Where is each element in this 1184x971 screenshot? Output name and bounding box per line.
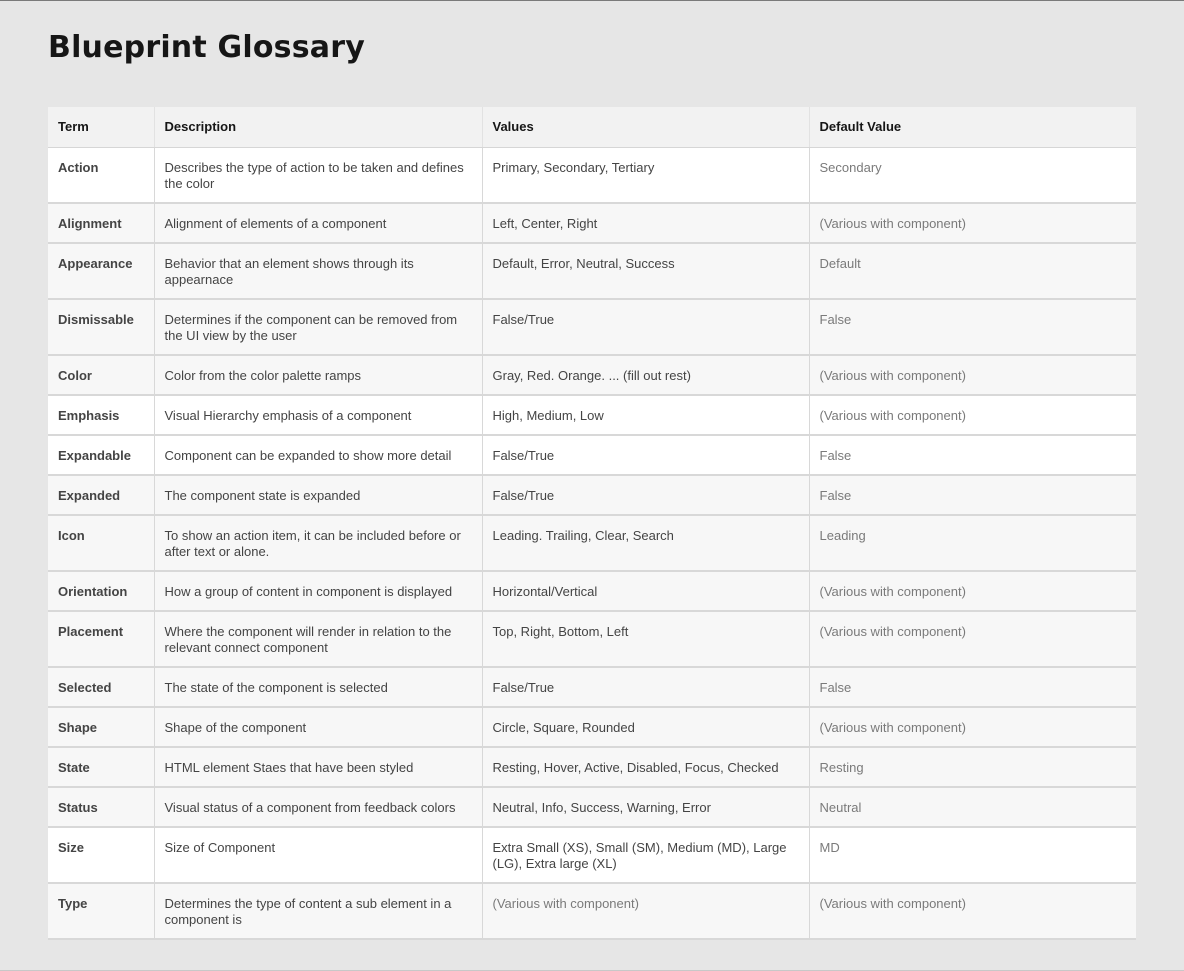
description-cell: Where the component will render in relation to the relevant connect component — [154, 611, 482, 667]
term-cell: Dismissable — [48, 299, 154, 355]
values-cell: Circle, Square, Rounded — [482, 707, 809, 747]
table-row — [48, 395, 1136, 435]
values-cell: False/True — [482, 435, 809, 475]
default-value-cell: Secondary — [809, 148, 1136, 204]
values-cell: (Various with component) — [482, 883, 809, 939]
values-cell: Default, Error, Neutral, Success — [482, 243, 809, 299]
table-row — [48, 827, 1136, 883]
term-cell: Expanded — [48, 475, 154, 515]
description-cell: Describes the type of action to be taken and defines the color — [154, 148, 482, 204]
default-value-cell: False — [809, 299, 1136, 355]
description-cell: Determines the type of content a sub element in a component is — [154, 883, 482, 939]
default-value-cell: False — [809, 667, 1136, 707]
default-value-cell: False — [809, 475, 1136, 515]
table-row — [48, 787, 1136, 827]
default-value-cell: Leading — [809, 515, 1136, 571]
values-cell: Top, Right, Bottom, Left — [482, 611, 809, 667]
default-value-cell: (Various with component) — [809, 883, 1136, 939]
term-cell: Type — [48, 883, 154, 939]
default-value-cell: (Various with component) — [809, 707, 1136, 747]
description-cell: Behavior that an element shows through its appearnace — [154, 243, 482, 299]
description-cell: Color from the color palette ramps — [154, 355, 482, 395]
table-row — [48, 707, 1136, 747]
table-row — [48, 148, 1136, 204]
header-description: Description — [154, 107, 482, 148]
table-row — [48, 243, 1136, 299]
description-cell: Shape of the component — [154, 707, 482, 747]
values-cell: Horizontal/Vertical — [482, 571, 809, 611]
header-term: Term — [48, 107, 154, 148]
table-row — [48, 883, 1136, 939]
description-cell: Alignment of elements of a component — [154, 203, 482, 243]
term-cell: Icon — [48, 515, 154, 571]
table-row — [48, 475, 1136, 515]
description-cell: To show an action item, it can be included before or after text or alone. — [154, 515, 482, 571]
table-row — [48, 667, 1136, 707]
values-cell: Resting, Hover, Active, Disabled, Focus, Checked — [482, 747, 809, 787]
values-cell: Left, Center, Right — [482, 203, 809, 243]
term-cell: State — [48, 747, 154, 787]
values-cell: Extra Small (XS), Small (SM), Medium (MD), Large (LG), Extra large (XL) — [482, 827, 809, 883]
term-cell: Selected — [48, 667, 154, 707]
default-value-cell: (Various with component) — [809, 395, 1136, 435]
description-cell: Size of Component — [154, 827, 482, 883]
default-value-cell: False — [809, 435, 1136, 475]
term-cell: Orientation — [48, 571, 154, 611]
values-cell: False/True — [482, 299, 809, 355]
default-value-cell: (Various with component) — [809, 611, 1136, 667]
values-cell: Neutral, Info, Success, Warning, Error — [482, 787, 809, 827]
values-cell: High, Medium, Low — [482, 395, 809, 435]
description-cell: Component can be expanded to show more detail — [154, 435, 482, 475]
description-cell: Visual Hierarchy emphasis of a component — [154, 395, 482, 435]
table-row — [48, 571, 1136, 611]
term-cell: Shape — [48, 707, 154, 747]
table-row — [48, 203, 1136, 243]
values-cell: Leading. Trailing, Clear, Search — [482, 515, 809, 571]
term-cell: Alignment — [48, 203, 154, 243]
table-row — [48, 515, 1136, 571]
header-default-value: Default Value — [809, 107, 1136, 148]
default-value-cell: Default — [809, 243, 1136, 299]
term-cell: Color — [48, 355, 154, 395]
term-cell: Emphasis — [48, 395, 154, 435]
page-title: Blueprint Glossary — [48, 30, 365, 65]
default-value-cell: (Various with component) — [809, 571, 1136, 611]
term-cell: Appearance — [48, 243, 154, 299]
default-value-cell: Neutral — [809, 787, 1136, 827]
table-row — [48, 435, 1136, 475]
term-cell: Placement — [48, 611, 154, 667]
default-value-cell: (Various with component) — [809, 203, 1136, 243]
table-row — [48, 611, 1136, 667]
table-row — [48, 355, 1136, 395]
term-cell: Expandable — [48, 435, 154, 475]
table-header-row — [48, 107, 1136, 148]
values-cell: False/True — [482, 475, 809, 515]
values-cell: Gray, Red. Orange. ... (fill out rest) — [482, 355, 809, 395]
table-row — [48, 299, 1136, 355]
values-cell: False/True — [482, 667, 809, 707]
description-cell: How a group of content in component is displayed — [154, 571, 482, 611]
table-row — [48, 747, 1136, 787]
description-cell: Visual status of a component from feedback colors — [154, 787, 482, 827]
glossary-table — [48, 107, 1136, 940]
description-cell: The state of the component is selected — [154, 667, 482, 707]
values-cell: Primary, Secondary, Tertiary — [482, 148, 809, 204]
header-values: Values — [482, 107, 809, 148]
default-value-cell: MD — [809, 827, 1136, 883]
description-cell: Determines if the component can be removed from the UI view by the user — [154, 299, 482, 355]
default-value-cell: (Various with component) — [809, 355, 1136, 395]
term-cell: Action — [48, 148, 154, 204]
default-value-cell: Resting — [809, 747, 1136, 787]
description-cell: The component state is expanded — [154, 475, 482, 515]
description-cell: HTML element Staes that have been styled — [154, 747, 482, 787]
term-cell: Status — [48, 787, 154, 827]
term-cell: Size — [48, 827, 154, 883]
